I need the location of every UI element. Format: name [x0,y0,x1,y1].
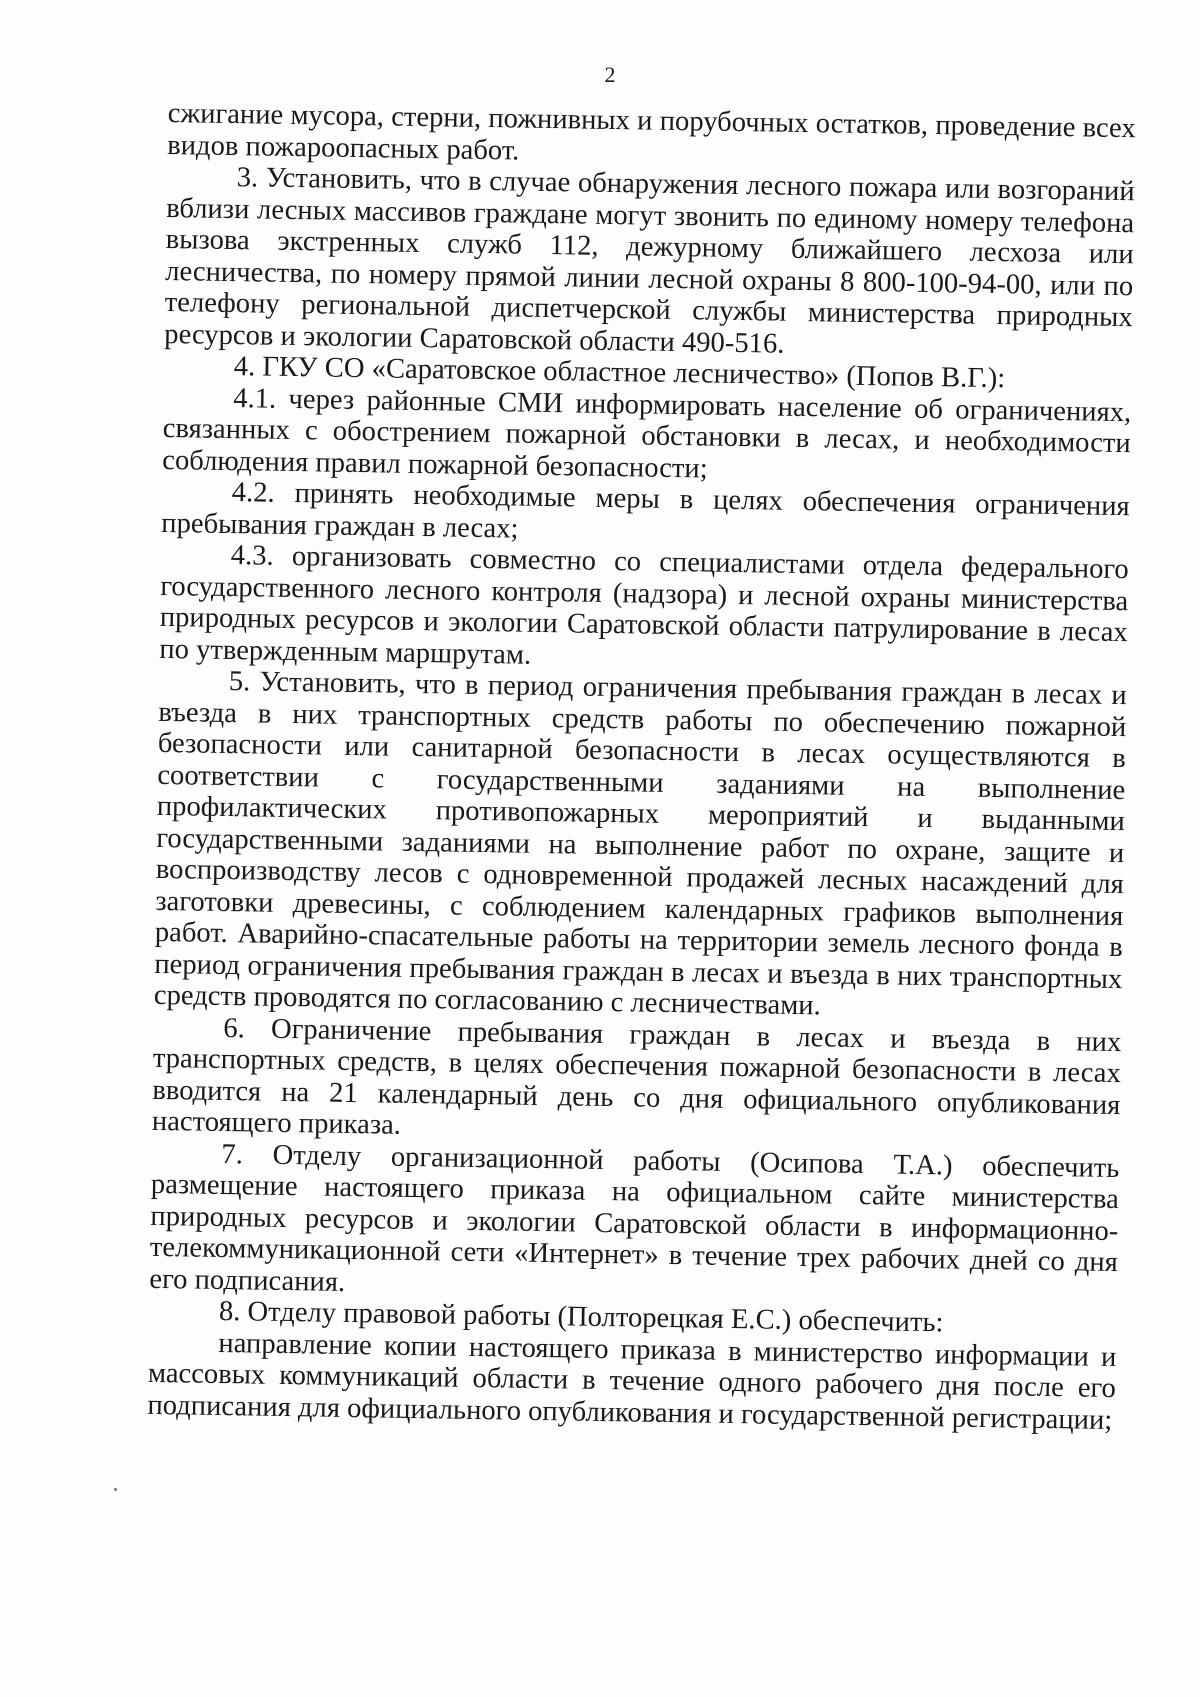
paragraph-4: 4. ГКУ СО «Саратовское областное лесничество» (Попов В.Г.): [233,351,1006,395]
document-body [147,98,1136,1436]
paragraph-6: 6. Ограничение пребывания граждан в лесах и въезда в них транспортных средств, в целях обеспечения пожарной безопасности в лесах вводится на 21 календарный день со дня официального опубликования настоящего приказа. [151,1012,1122,1141]
paragraph-8: 8. Отделу правовой работы (Полторецкая Е.С.) обеспечить: [218,1295,944,1339]
page-number: 2 [604,62,616,87]
paragraph-3: 3. Установить, что в случае обнаружения лесного пожара или возгораний вблизи лесных массивов граждане могут звонить по единому номеру телефона вызова экстренных служб 112, дежурному ближайшего лесхоза или лесничества, по номеру прямой линии лесной охраны 8 800-100-94-00, или по телефону региональной диспетчерской службы министерства природных ресурсов и экологии Саратовской области 490-516. [164,162,1135,360]
paragraph-7: 7. Отделу организационной работы (Осипова Т.А.) обеспечить размещение настоящего приказа на официальном сайте министерства природных ресурсов и экологии Саратовской области в информационно-телекоммуникационной сети «Интернет» в течение трех рабочих дней со дня его подписания. [149,1138,1120,1298]
paragraph-continuation: сжигание мусора, стерни, пожнивных и порубочных остатков, проведение всех видов пожароопасных работ. [167,98,1136,167]
scan-speck [114,1488,117,1491]
paragraph-5: 5. Установить, что в период ограничения пребывания граждан в лесах и въезда в них транспортных средств работы по обеспечению пожарной безопасности или санитарной безопасности в лесах осуществляются в соответствии с государственными заданиями на выполнение профилактических противопожарных мероприятий и выданными государственными заданиями на выполнение работ по охране, защите и воспроизводству лесов с одновременной продажей лесных насаждений для заготовки древесины, с соблюдением календарных графиков выполнения работ. Аварийно-спасательные работы на территории земель лесного фонда в период ограничения пребывания граждан в лесах и въезда в них транспортных средств проводятся по согласованию с лесничествами. [153,666,1127,1022]
paragraph-8-a: направление копии настоящего приказа в министерство информации и массовых коммуникаций области в течение одного рабочего дня после его подписания для официального опубликования и государственной регистрации; [147,1327,1117,1436]
paragraph-4-1: 4.1. через районные СМИ информировать население об ограничениях, связанных с обострением пожарной обстановки в лесах, и необходимости соблюдения правил пожарной безопасности; [162,382,1132,485]
paragraph-4-2: 4.2. принять необходимые меры в целях обеспечения ограничения пребывания граждан в лесах; [161,477,1130,545]
paragraph-4-3: 4.3. организовать совместно со специалистами отдела федерального государственного лесного контроля (надзора) и лесной охраны министерства природных ресурсов и экологии Саратовской области патрулирование в лесах по утвержденным маршрутам. [159,540,1129,671]
